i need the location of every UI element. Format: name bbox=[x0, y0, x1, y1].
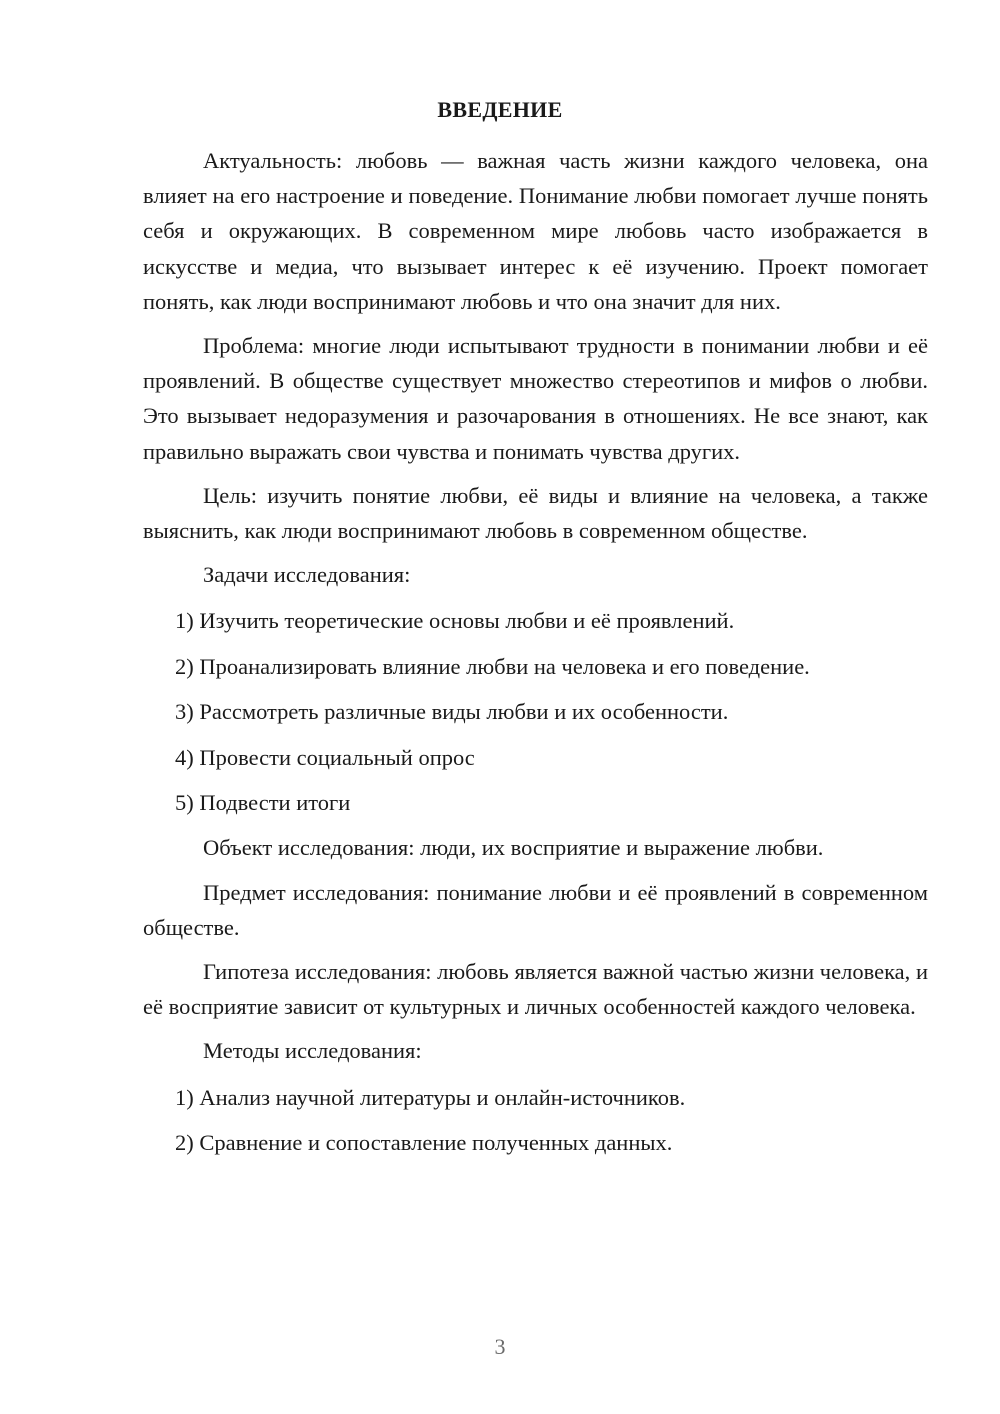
goal-paragraph: Цель: изучить понятие любви, её виды и влияние на человека, а также выяснить, как люди воспринимают любовь в современном обществе. bbox=[143, 482, 928, 544]
methods-heading: Методы исследования: bbox=[203, 1038, 422, 1064]
method-item: 1) Анализ научной литературы и онлайн-источников. bbox=[175, 1084, 686, 1110]
subject-paragraph: Предмет исследования: понимание любви и её проявлений в современном обществе. bbox=[143, 879, 928, 940]
page-number: 3 bbox=[494, 1334, 506, 1359]
method-item: 2) Сравнение и сопоставление полученных данных. bbox=[175, 1130, 673, 1155]
tasks-list bbox=[143, 603, 928, 820]
document-body bbox=[143, 143, 928, 1170]
object-paragraph: Объект исследования: люди, их восприятие и выражение любви. bbox=[203, 835, 824, 861]
methods-list bbox=[143, 1080, 928, 1161]
section-title: ВВЕДЕНИЕ bbox=[437, 97, 563, 122]
task-item: 1) Изучить теоретические основы любви и её проявлений. bbox=[175, 608, 735, 634]
tasks-heading: Задачи исследования: bbox=[203, 562, 411, 588]
problem-paragraph: Проблема: многие люди испытывают трудности в понимании любви и её проявлений. В обществе существует множество стереотипов и мифов о любви. Это вызывает недоразумения и разочарования в отношениях. Не все знают, как правильно выражать свои чувства и понимать чувства других. bbox=[143, 333, 928, 464]
hypothesis-paragraph: Гипотеза исследования: любовь является важной частью жизни человека, и её восприятие зависит от культурных и личных особенностей каждого человека. bbox=[143, 959, 928, 1020]
task-item: 4) Провести социальный опрос bbox=[175, 744, 475, 770]
relevance-paragraph: Актуальность: любовь — важная часть жизни каждого человека, она влияет на его настроение и поведение. Понимание любви помогает лучше понять себя и окружающих. В современном мире любовь часто изображается в искусстве и медиа, что вызывает интерес к её изучению. Проект помогает понять, как люди воспринимают любовь и что она значит для них. bbox=[143, 148, 928, 314]
task-item: 2) Проанализировать влияние любви на человека и его поведение. bbox=[175, 653, 810, 679]
task-item: 5) Подвести итоги bbox=[175, 790, 351, 815]
task-item: 3) Рассмотреть различные виды любви и их особенности. bbox=[175, 699, 729, 725]
